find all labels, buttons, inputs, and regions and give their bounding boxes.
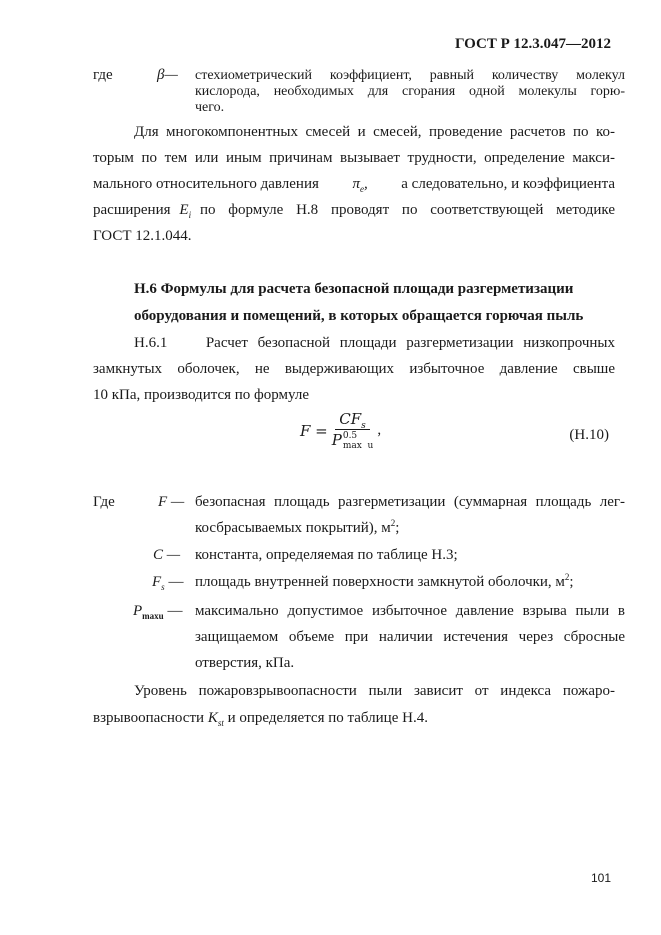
f-def-line-2-text: косбрасываемых покрытий), м [195,520,391,536]
pmax-symbol [133,598,182,624]
pmax-def-line-1: максимально допустимое избыточное давление взрыва пыли в [195,603,625,619]
formula-denominator [332,430,374,451]
formula-lhs: F = [300,421,328,440]
where-label: где [93,67,113,83]
e-symbol: E [179,202,189,218]
numerator-text: CF [339,410,362,428]
pmax-def-line-3: отверстия, кПа. [195,655,295,671]
para3-line-2 [93,705,428,731]
c-def-line-1: константа, определяемая по таблице Н.3; [195,547,458,563]
formula-fraction [332,410,374,451]
e-i-symbol [179,197,191,223]
f-def-line-2 [195,515,399,541]
beta-def-line-2: кислорода, необходимых для сгорания одной молекулы горю- [195,84,625,99]
beta-def-line-1: стехиометрический коэффициент, равный количеству молекул [195,68,625,83]
para1-line-3-start: мального относительного давления [93,176,319,192]
section-title-line-1: Н.6 Формулы для расчета безопасной площади разгерметизации [134,281,574,297]
beta-def-line-3: чего. [195,100,225,115]
para2-line-2: замкнутых оболочек, не выдерживающих избыточное давление свыше [93,361,615,377]
fs-dash: — [164,574,184,590]
numerator-sub: s [361,421,366,431]
pi-sub: e [359,184,364,194]
denominator-scripts [343,431,374,451]
k-sub: st [217,718,224,728]
where2-label: Где [93,494,115,510]
page-number: 101 [590,871,611,885]
formula-h10 [300,410,381,451]
pmax-def-line-2: защищаемом объеме при наличии истечения через сбросные [195,629,625,645]
pmax-symbol-letter: P [133,603,143,619]
para3-line-1: Уровень пожаровзрывоопасности пыли зависит от индекса пожаро- [134,683,615,699]
para1-line-3-end: а следовательно, и коэффициента [401,176,615,192]
fs-def-line-1 [195,569,574,595]
para1-line-3 [93,171,615,197]
para1-line-4-end: по формуле Н.8 проводят по соответствующей методике [199,202,615,218]
denominator-sup: 0.5 [342,431,358,441]
pmax-symbol-sub: maxu [142,611,164,621]
formula-comma: , [377,422,382,438]
fs-def-tail: ; [569,574,574,590]
para3-line-2-end: и определяется по таблице Н.4. [227,710,428,726]
para2-line-1: Н.6.1 Расчет безопасной площади разгерметизации низкопрочных [134,335,615,351]
para1-line-1: Для многокомпонентных смесей и смесей, проведение расчетов по ко- [134,124,615,140]
denominator-sub: max u [342,441,374,451]
pi-symbol: π [352,176,360,192]
document-header: ГОСТ Р 12.3.047—2012 [454,36,611,52]
section-title-line-2: оборудования и помещений, в которых обращается горючая пыль [134,308,584,324]
para1-line-5: ГОСТ 12.1.044. [93,228,192,244]
e-sub: i [188,210,192,220]
c-symbol: C — [153,547,181,563]
para2-line-3: 10 кПа, производится по формуле [93,387,310,403]
para1-line-4-start: расширения [93,202,171,218]
fs-def-text: площадь внутренней поверхности замкнутой оболочки, м [195,574,565,590]
formula-numerator [335,410,370,430]
k-symbol: K [207,710,218,726]
para3-line-2-start: взрывоопасности [93,710,205,726]
fs-symbol [152,569,183,595]
denominator-text: P [331,431,342,449]
fs-def-sup: 2 [564,572,570,582]
f-def-sup: 2 [390,518,396,528]
f-symbol: F — [158,494,185,510]
fs-symbol-sub: s [161,582,165,592]
para1-line-4 [93,197,615,223]
pmax-dash: — [163,603,183,619]
beta-symbol: β— [157,67,178,83]
fs-symbol-letter: F [152,574,162,590]
f-def-tail: ; [395,520,400,536]
f-def-line-1: безопасная площадь разгерметизации (суммарная площадь лег- [195,494,625,510]
formula-number: (Н.10) [569,427,609,443]
pi-e-symbol: $\pi_e$, [352,176,368,194]
para1-line-2: торым по тем или иным причинам вызывает трудности, определение макси- [93,150,615,166]
